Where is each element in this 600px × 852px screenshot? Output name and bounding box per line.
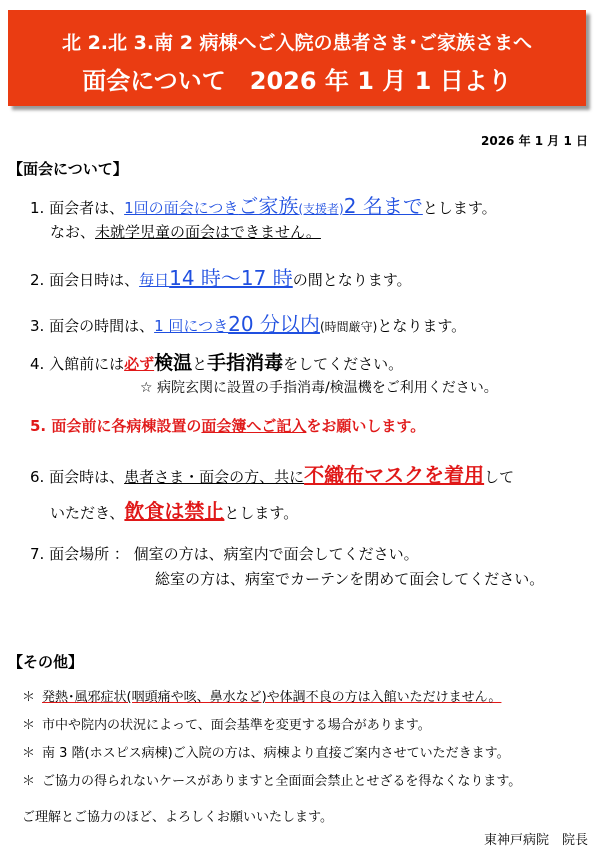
notice-date: 2026 年 1 月 1 日 bbox=[481, 134, 588, 148]
item-1: 1. 面会者は、1回の面会につきご家族(支援者)2 名までとします。 bbox=[30, 194, 497, 218]
section-heading-other: 【その他】 bbox=[8, 653, 84, 671]
banner-line-2: 面会について 2026 年 1 月 1 日より bbox=[82, 67, 512, 95]
other-item-2: ＊ 市中や院内の状況によって、面会基準を変更する場合があります。 bbox=[22, 718, 431, 733]
item-5: 5. 面会前に各病棟設置の面会簿へご記入をお願いします。 bbox=[30, 417, 426, 435]
title-banner bbox=[8, 10, 586, 106]
banner-line-1: 北 2.北 3.南 2 病棟へご入院の患者さま･ご家族さまへ bbox=[61, 32, 533, 54]
other-item-1: ＊ 発熱･風邪症状(咽頭痛や咳、鼻水など)や体調不良の方は入館いただけません。 bbox=[22, 690, 502, 705]
item-1-line-2: なお、未就学児童の面会はできません。 bbox=[50, 223, 321, 241]
other-item-4: ＊ ご協力の得られないケースがありますと全面面会禁止とせざるを得なくなります。 bbox=[22, 774, 522, 789]
section-heading-visiting: 【面会について】 bbox=[8, 160, 128, 178]
closing-message: ご理解とご協力のほど、よろしくお願いいたします。 bbox=[22, 810, 333, 825]
item-6-line-2: いただき、飲食は禁止とします。 bbox=[50, 499, 299, 523]
signature: 東神戸病院 院長 bbox=[483, 833, 588, 848]
visitor-limit: 1回の面会につきご家族(支援者)2 名まで bbox=[124, 194, 423, 218]
item-3: 3. 面会の時間は、1 回につき20 分以内(時間厳守)となります。 bbox=[30, 312, 467, 336]
item-6: 6. 面会時は、患者さま・面会の方、共に不織布マスクを着用して bbox=[30, 463, 515, 487]
item-2: 2. 面会日時は、毎日14 時～17 時の間となります。 bbox=[30, 266, 412, 290]
item-4: 4. 入館前には必ず検温と手指消毒をしてください。 bbox=[30, 352, 404, 374]
other-item-3: ＊ 南 3 階(ホスピス病棟)ご入院の方は、病棟より直接ご案内させていただきます。 bbox=[22, 746, 510, 761]
item-7: 7. 面会場所 ： 個室の方は、病室内で面会してください。 bbox=[30, 545, 419, 563]
item-7-line-2: 総室の方は、病室でカーテンを閉めて面会してください。 bbox=[155, 570, 545, 588]
item-4-note: ☆ 病院玄関に設置の手指消毒/検温機をご利用ください。 bbox=[140, 380, 498, 396]
item-number: 1. bbox=[30, 199, 45, 217]
